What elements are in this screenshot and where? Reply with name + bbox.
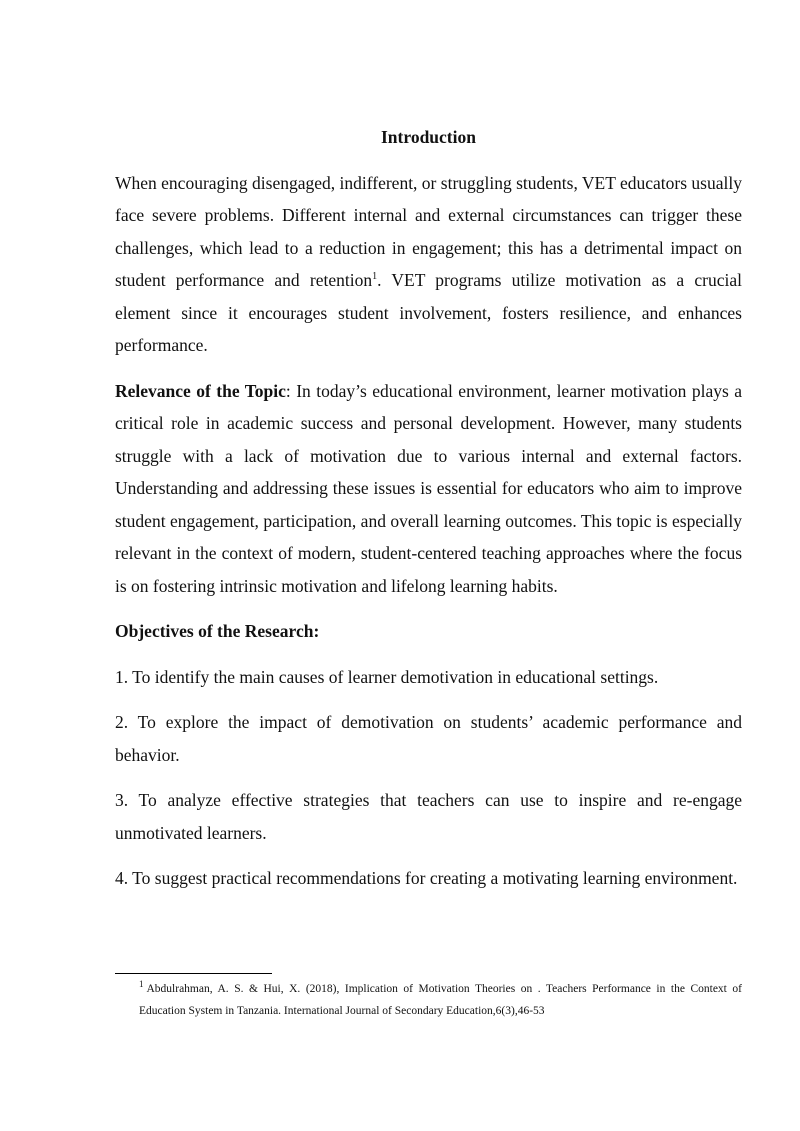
footnote-separator [115, 973, 272, 974]
intro-paragraph [115, 167, 742, 362]
objective-item: 4. To suggest practical recommendations for creating a motivating learning environment. [115, 868, 738, 888]
footnote [139, 978, 742, 1022]
relevance-text: : In today’s educational environment, learner motivation plays a critical role in academic success and personal development. However, many students struggle with a lack of motivation due to various internal and external factors. Understanding and addressing these issues is essential for educators who aim to improve student engagement, participation, and overall learning outcomes. This topic is especially relevant in the context of modern, student-centered teaching approaches where the focus is on fostering intrinsic motivation and lifelong learning habits. [115, 380, 742, 596]
footnote-text: Abdulrahman, A. S. & Hui, X. (2018), Implication of Motivation Theories on . Teachers Performance in the Context of Education System in Tanzania. International Journal of Secondary Education,6(3),46-53 [139, 983, 742, 1017]
section-heading: Introduction [381, 127, 476, 147]
objective-item: 3. To analyze effective strategies that teachers can use to inspire and re-engage unmotivated learners. [115, 790, 742, 843]
relevance-label: Relevance of the Topic [115, 380, 286, 401]
footnote-marker: 1 [139, 979, 144, 990]
objectives-heading: Objectives of the Research: [115, 621, 320, 641]
intro-text-part1: When encouraging disengaged, indifferent, or struggling students, VET educators usually face severe problems. Different internal and external circumstances can trigger these challenges, which lead to a reduction in engagement; this has a detrimental impact on student performance and retention [115, 172, 742, 290]
page-body [115, 121, 742, 908]
relevance-paragraph [115, 375, 742, 603]
objective-item: 2. To explore the impact of demotivation on students’ academic performance and behavior. [115, 712, 742, 765]
intro-text-part2: . VET programs utilize motivation as a crucial element since it encourages student involvement, fosters resilience, and enhances performance. [115, 270, 742, 355]
footnote-reference[interactable]: 1 [372, 271, 378, 283]
objective-item: 1. To identify the main causes of learner demotivation in educational settings. [115, 666, 659, 687]
